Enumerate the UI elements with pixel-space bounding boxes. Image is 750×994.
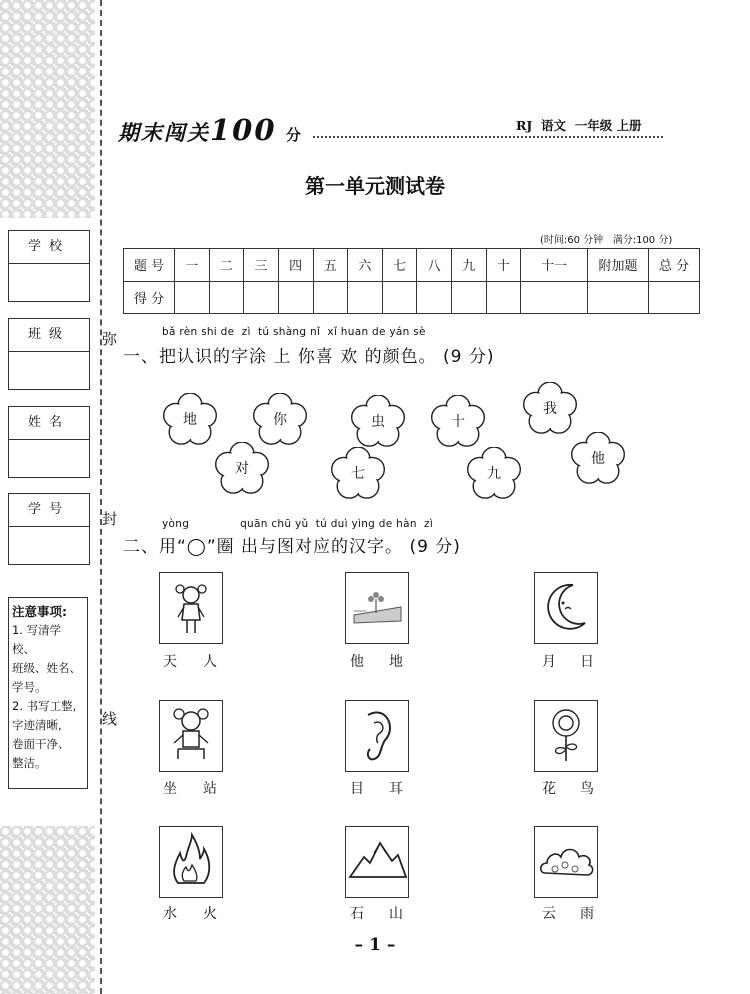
answer-option[interactable]: 云 [542, 906, 556, 922]
answer-option[interactable]: 站 [203, 781, 217, 797]
notes-line: 学号。 [12, 680, 47, 694]
binding-char-mi: 弥 [102, 330, 118, 348]
picture-box-child-sitting [159, 700, 223, 772]
flower-icon [535, 701, 597, 771]
answer-option[interactable]: 耳 [389, 781, 403, 797]
school-field[interactable] [8, 230, 90, 302]
decorative-pattern-bottom [0, 826, 95, 994]
score-header-cell: 附加题 [588, 249, 649, 282]
score-cell[interactable] [278, 281, 313, 314]
score-cell[interactable] [452, 281, 487, 314]
score-cell[interactable] [209, 281, 244, 314]
answer-option[interactable]: 月 [542, 654, 556, 670]
flower-character-8[interactable] [467, 447, 521, 501]
score-header-cell: 九 [452, 249, 487, 282]
answer-option[interactable]: 人 [203, 654, 217, 670]
class-label: 班级 [9, 319, 89, 352]
brand-text: 期末闯关 [118, 120, 210, 145]
score-cell[interactable] [521, 281, 588, 314]
score-input-row [124, 281, 700, 314]
flower-character-9[interactable] [571, 432, 625, 486]
field-icon [346, 573, 408, 643]
brand-suffix: 分 [285, 126, 303, 144]
notes-line: 1. 写清学校、 [12, 623, 62, 656]
answer-option[interactable]: 水 [163, 906, 177, 922]
score-cell[interactable] [417, 281, 452, 314]
ear-icon [346, 701, 408, 771]
flower-character-label: 地 [183, 412, 197, 428]
picture-box-fire [159, 826, 223, 898]
answer-option[interactable]: 山 [389, 906, 403, 922]
flower-character-5[interactable] [523, 382, 577, 436]
flower-character-label: 你 [273, 412, 287, 428]
picture-box-girl [159, 572, 223, 644]
binding-cut-line [100, 0, 102, 994]
answer-option[interactable]: 日 [580, 654, 594, 670]
answer-option[interactable]: 石 [350, 906, 364, 922]
answer-option[interactable]: 他 [350, 654, 364, 670]
picture-box-cloud [534, 826, 598, 898]
score-header-cell: 十一 [521, 249, 588, 282]
notes-line: 字迹清晰, [12, 718, 62, 732]
score-cell[interactable] [244, 281, 279, 314]
picture-box-ear [345, 700, 409, 772]
flower-character-label: 对 [235, 461, 249, 477]
school-label: 学校 [9, 231, 89, 264]
picture-box-flower [534, 700, 598, 772]
answer-option[interactable]: 地 [389, 654, 403, 670]
answer-option[interactable]: 火 [203, 906, 217, 922]
flower-character-2[interactable] [253, 393, 307, 447]
student-number-label: 学号 [9, 494, 89, 527]
flower-character-label: 七 [351, 466, 365, 482]
score-cell[interactable] [313, 281, 348, 314]
girl-icon [160, 573, 222, 643]
score-header-row [124, 249, 700, 282]
flower-character-label: 十 [451, 414, 465, 430]
score-row-label: 得 分 [124, 281, 175, 314]
brand-logo [118, 113, 303, 147]
cloud-icon [535, 827, 597, 897]
flower-character-label: 我 [543, 401, 557, 417]
answer-option[interactable]: 坐 [163, 781, 177, 797]
answer-option[interactable]: 鸟 [580, 781, 594, 797]
score-cell[interactable] [348, 281, 383, 314]
score-cell[interactable] [486, 281, 521, 314]
score-header-cell: 七 [382, 249, 417, 282]
header-dotted-line [313, 136, 663, 138]
page-number: – 1 – [354, 935, 396, 955]
notes-line: 班级、姓名、 [12, 661, 81, 675]
flower-character-4[interactable] [431, 395, 485, 449]
score-table [123, 248, 700, 314]
flower-character-label: 他 [591, 451, 605, 467]
score-header-cell: 一 [175, 249, 210, 282]
score-cell[interactable] [382, 281, 417, 314]
time-info: (时间:60 分钟 满分:100 分) [540, 235, 673, 246]
score-header-cell: 题 号 [124, 249, 175, 282]
flower-character-label: 虫 [371, 414, 385, 430]
flower-character-3[interactable] [351, 395, 405, 449]
flower-character-label: 九 [487, 466, 501, 482]
flower-character-7[interactable] [331, 447, 385, 501]
score-cell[interactable] [175, 281, 210, 314]
notes-line: 2. 书写工整, [12, 699, 77, 713]
section1-pinyin: bǎ rèn shi de zì tú shàng nǐ xǐ huan de yán sè [162, 326, 426, 338]
student-number-field[interactable] [8, 493, 90, 565]
answer-option[interactable]: 雨 [580, 906, 594, 922]
notes-line: 整洁。 [12, 756, 47, 770]
picture-box-moon [534, 572, 598, 644]
score-header-cell: 八 [417, 249, 452, 282]
score-header-cell: 三 [244, 249, 279, 282]
answer-option[interactable]: 花 [542, 781, 556, 797]
section1-question: 一、把认识的字涂 上 你喜 欢 的颜色。 (9 分) [123, 347, 495, 367]
fire-icon [160, 827, 222, 897]
grade-info: RJ 语文 一年级 上册 [516, 118, 642, 133]
notes-line: 卷面干净、 [12, 737, 70, 751]
class-field[interactable] [8, 318, 90, 390]
flower-character-1[interactable] [163, 393, 217, 447]
brand-number: 100 [210, 113, 277, 147]
moon-icon [535, 573, 597, 643]
picture-box-mountain [345, 826, 409, 898]
flower-character-6[interactable] [215, 442, 269, 496]
binding-char-xian: 线 [102, 710, 118, 728]
score-header-cell: 二 [209, 249, 244, 282]
section2-question: 二、用“◯”圈 出与图对应的汉字。 (9 分) [123, 537, 461, 557]
score-header-cell: 六 [348, 249, 383, 282]
answer-option[interactable]: 目 [350, 781, 364, 797]
score-header-cell: 五 [313, 249, 348, 282]
picture-box-field [345, 572, 409, 644]
score-header-cell: 四 [278, 249, 313, 282]
section2-pinyin: yòng quān chū yǔ tú duì yìng de hàn zì [162, 518, 434, 530]
score-header-cell: 总 分 [649, 249, 700, 282]
binding-char-feng: 封 [102, 510, 118, 528]
page-title: 第一单元测试卷 [305, 174, 445, 198]
name-label: 姓名 [9, 407, 89, 440]
notes-box [8, 597, 88, 789]
score-cell[interactable] [588, 281, 649, 314]
notes-title: 注意事项: [12, 604, 67, 619]
name-field[interactable] [8, 406, 90, 478]
score-cell[interactable] [649, 281, 700, 314]
score-header-cell: 十 [486, 249, 521, 282]
mountain-icon [346, 827, 408, 897]
child-sitting-icon [160, 701, 222, 771]
answer-option[interactable]: 天 [163, 654, 177, 670]
